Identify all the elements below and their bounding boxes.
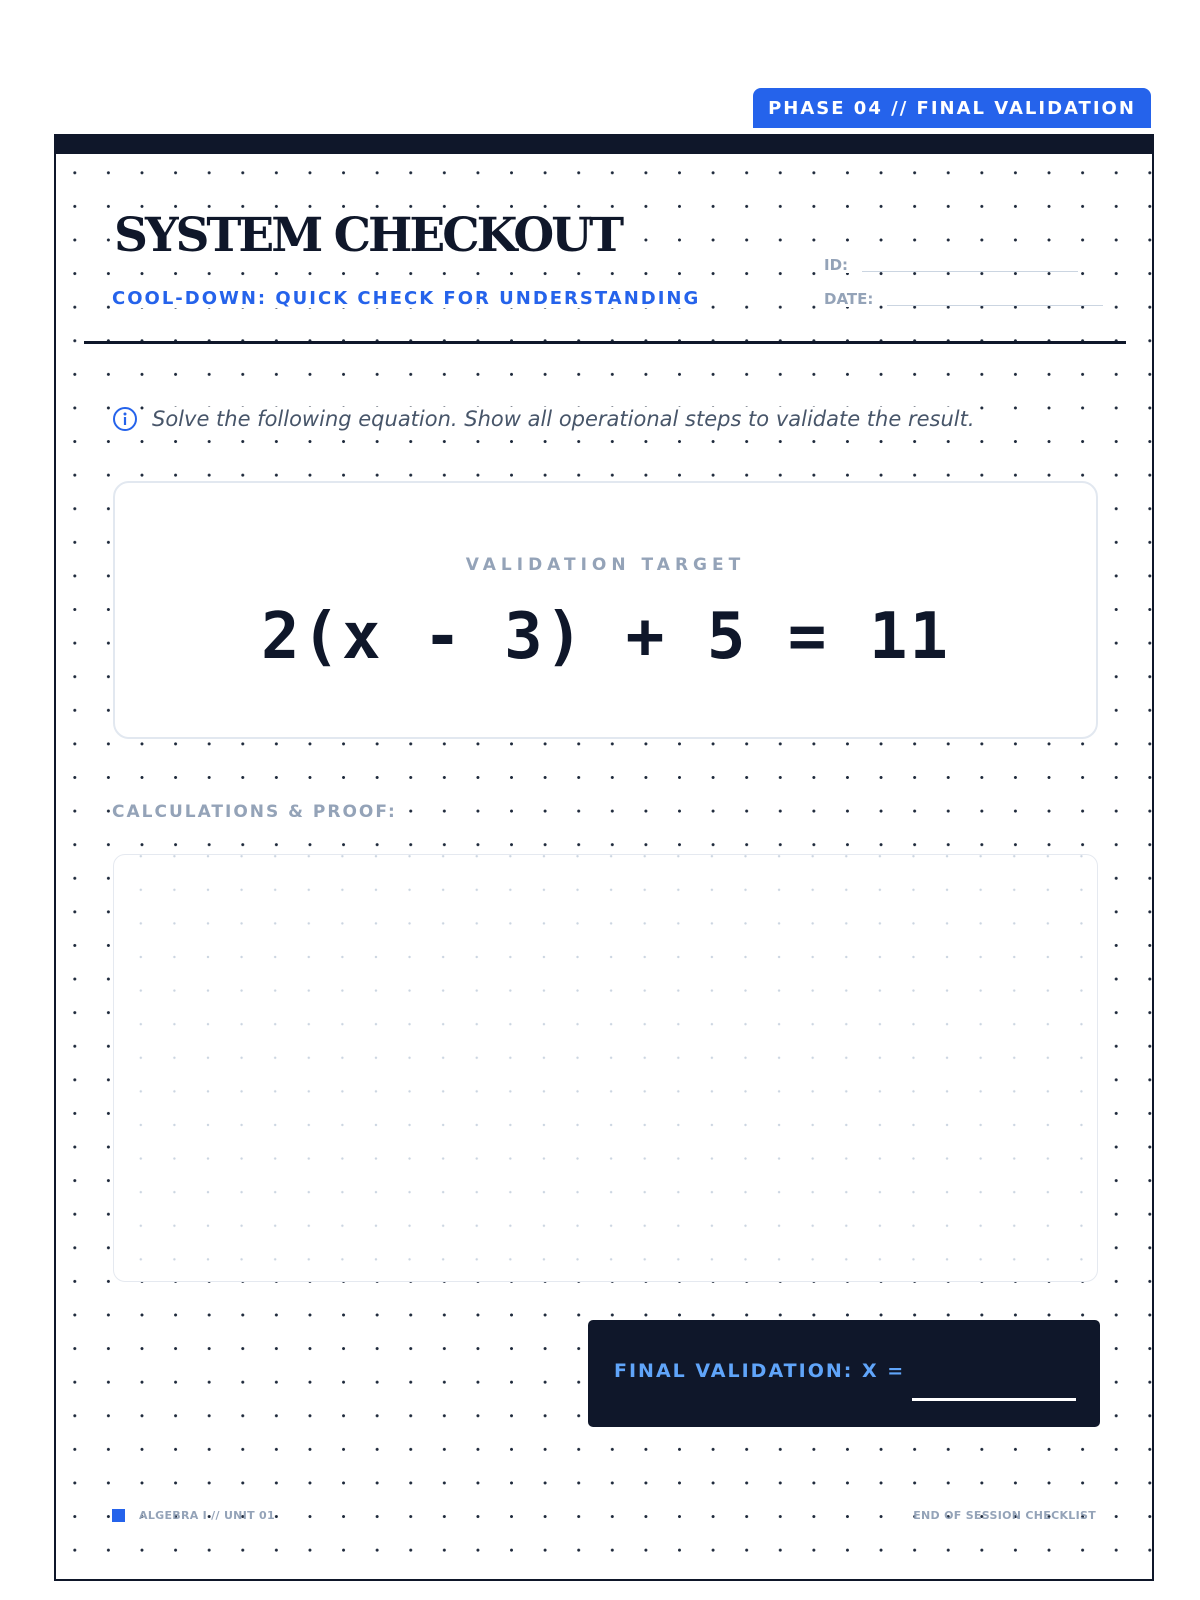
date-field[interactable]	[824, 292, 1103, 307]
page-subtitle: COOL-DOWN: QUICK CHECK FOR UNDERSTANDING	[112, 288, 701, 309]
footer-square-icon	[112, 1509, 125, 1522]
final-validation-box	[588, 1320, 1100, 1427]
final-answer-input[interactable]	[912, 1376, 1076, 1401]
id-input-line[interactable]	[862, 271, 1078, 272]
final-validation-label: FINAL VALIDATION: X =	[614, 1360, 906, 1382]
instruction-text: Solve the following equation. Show all operational steps to validate the result.	[152, 407, 975, 431]
footer-course-label: ALGEBRA I // UNIT 01	[139, 1509, 275, 1522]
target-equation: 2(x - 3) + 5 = 11	[260, 600, 951, 674]
header-divider	[84, 341, 1126, 344]
calculations-label: CALCULATIONS & PROOF:	[112, 802, 397, 822]
id-label: ID:	[824, 256, 849, 274]
worksheet-sheet	[54, 134, 1154, 1581]
page-title: SYSTEM CHECKOUT	[114, 208, 622, 263]
footer-left	[112, 1509, 275, 1522]
id-field[interactable]	[824, 258, 1078, 273]
validation-target-label: VALIDATION TARGET	[465, 555, 746, 575]
calculations-work-area[interactable]	[113, 854, 1098, 1282]
validation-target-card	[113, 481, 1098, 739]
instruction	[112, 406, 975, 432]
date-label: DATE:	[824, 290, 874, 308]
phase-tab: PHASE 04 // FINAL VALIDATION	[753, 88, 1151, 128]
date-input-line[interactable]	[887, 305, 1103, 306]
info-icon	[112, 406, 138, 432]
footer-right-label: END OF SESSION CHECKLIST	[913, 1509, 1096, 1522]
